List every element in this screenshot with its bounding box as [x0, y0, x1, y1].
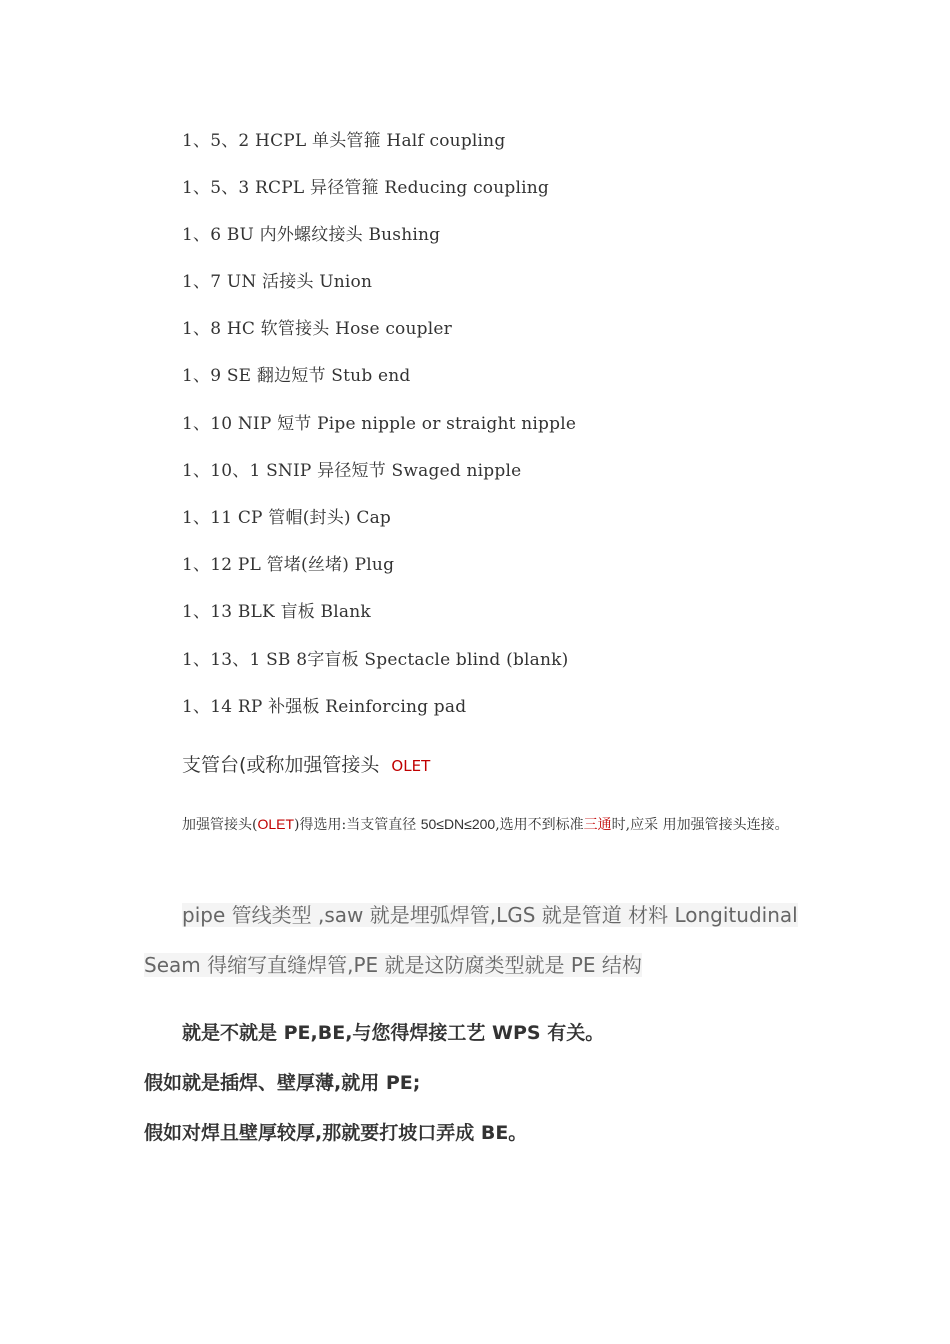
olet-para-range: 50≤DN≤200	[420, 816, 496, 832]
olet-para-part1: 加强管接头(	[182, 817, 258, 833]
olet-selection-paragraph	[144, 812, 814, 838]
olet-para-olet: OLET	[257, 816, 295, 832]
list-item-spectacle-blind: 1、13、1 SB 8字盲板 Spectacle blind (blank)	[182, 650, 569, 670]
olet-para-part4: 时,应采 用加强管接头连接。	[611, 817, 789, 833]
pipe-para-line1: pipe 管线类型 ,saw 就是埋弧焊管,LGS 就是管道 材料 Longitudinal	[182, 903, 798, 927]
list-item-cap: 1、11 CP 管帽(封头) Cap	[182, 508, 391, 528]
list-item-hcpl: 1、5、2 HCPL 单头管箍 Half coupling	[182, 131, 506, 151]
list-item-plug: 1、12 PL 管堵(丝堵) Plug	[182, 555, 395, 575]
heading-olet-label: OLET	[391, 757, 431, 775]
bold-line-pe: 假如就是插焊、壁厚薄,就用 PE;	[144, 1072, 421, 1094]
olet-para-part3: ,选用不到标准	[495, 817, 584, 833]
list-item-pipe-nipple: 1、10 NIP 短节 Pipe nipple or straight nipple	[182, 414, 577, 434]
list-item-hose-coupler: 1、8 HC 软管接头 Hose coupler	[182, 319, 452, 339]
list-item-reinforcing-pad: 1、14 RP 补强板 Reinforcing pad	[182, 697, 467, 717]
list-item-rcpl: 1、5、3 RCPL 异径管箍 Reducing coupling	[182, 178, 549, 198]
olet-para-part2: )得选用:当支管直径	[294, 817, 421, 833]
section-heading-olet	[182, 750, 430, 777]
pipe-type-paragraph	[144, 890, 824, 990]
bold-line-wps: 就是不就是 PE,BE,与您得焊接工艺 WPS 有关。	[182, 1022, 605, 1044]
bold-line-be: 假如对焊且壁厚较厚,那就要打坡口弄成 BE。	[144, 1122, 528, 1144]
heading-text: 支管台(或称加强管接头	[182, 754, 380, 776]
list-item-swaged-nipple: 1、10、1 SNIP 异径短节 Swaged nipple	[182, 461, 522, 481]
list-item-union: 1、7 UN 活接头 Union	[182, 272, 373, 292]
list-item-stub-end: 1、9 SE 翻边短节 Stub end	[182, 366, 411, 386]
olet-para-tee: 三通	[583, 816, 612, 832]
pipe-para-line2: Seam 得缩写直缝焊管,PE 就是这防腐类型就是 PE 结构	[144, 953, 642, 977]
list-item-blank: 1、13 BLK 盲板 Blank	[182, 602, 371, 622]
list-item-bushing: 1、6 BU 内外螺纹接头 Bushing	[182, 225, 441, 245]
